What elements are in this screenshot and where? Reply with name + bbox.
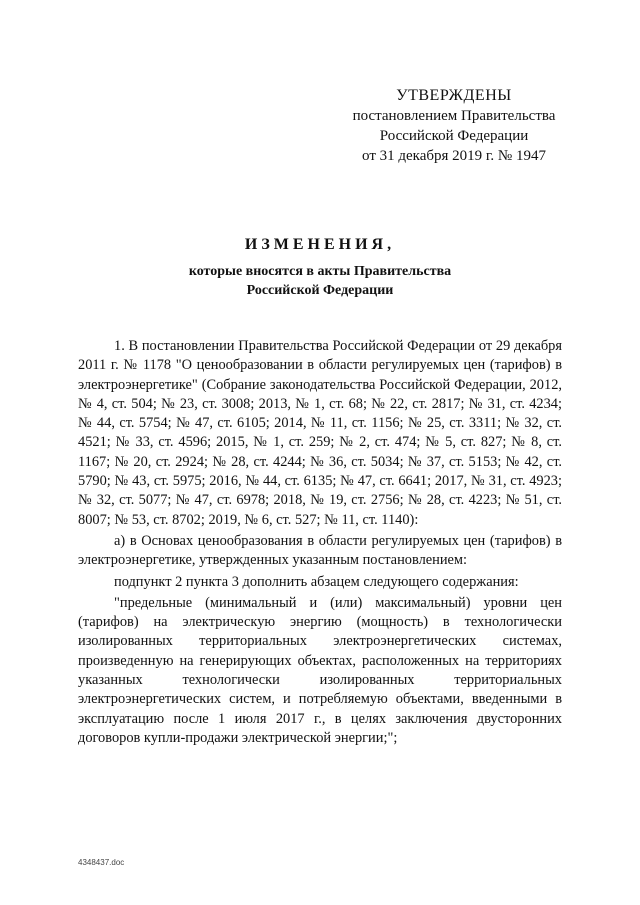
approval-line-2: Российской Федерации	[379, 128, 529, 144]
document-body	[78, 337, 562, 748]
document-title: ИЗМЕНЕНИЯ,	[244, 236, 396, 253]
approval-block	[330, 86, 578, 166]
paragraph: "предельные (минимальный и (или) максимальный) уровни цен (тарифов) на электрическую энергию (мощность) в технологически изолированных территориальных электроэнергетических системах, произведенную на генерирующих объектах, расположенных на территориях указанных технологически изолированных территориальных электроэнергетических систем, и потребляемую объектами, введенными в эксплуатацию после 1 июля 2017 г., в целях заключения двусторонних договоров купли-продажи электрической энергии;";	[78, 594, 562, 746]
document-subtitle	[0, 262, 640, 300]
document-file-id: 4348437.doc	[78, 858, 125, 867]
approval-line-1: постановлением Правительства	[352, 108, 556, 124]
subtitle-line-2: Российской Федерации	[246, 283, 394, 298]
paragraph: подпункт 2 пункта 3 дополнить абзацем следующего содержания:	[114, 573, 519, 590]
approval-stamp: УТВЕРЖДЕНЫ	[396, 87, 512, 104]
paragraph: а) в Основах ценообразования в области регулируемых цен (тарифов) в электроэнергетике, утвержденных указанным постановлением:	[78, 532, 562, 569]
approval-line-3: от 31 декабря 2019 г. № 1947	[362, 148, 546, 164]
subtitle-line-1: которые вносятся в акты Правительства	[188, 264, 452, 279]
paragraph: 1. В постановлении Правительства Российской Федерации от 29 декабря 2011 г. № 1178 "О ценообразовании в области регулируемых цен (тарифов) в электроэнергетике" (Собрание законодательства Российской Федерации, 2012, № 4, ст. 504; № 23, ст. 3008; 2013, № 1, ст. 68; № 22, ст. 2817; № 31, ст. 4234; № 44, ст. 5754; № 47, ст. 6105; 2014, № 11, ст. 1156; № 25, ст. 3311; № 32, ст. 4521; № 33, ст. 4596; 2015, № 1, ст. 259; № 2, ст. 474; № 5, ст. 827; № 8, ст. 1167; № 20, ст. 2924; № 28, ст. 4244; № 36, ст. 5034; № 37, ст. 5153; № 42, ст. 5790; № 43, ст. 5975; 2016, № 44, ст. 6135; № 47, ст. 6641; 2017, № 31, ст. 4923; № 32, ст. 5077; № 47, ст. 6978; 2018, № 19, ст. 2756; № 28, ст. 4223; № 51, ст. 8007; № 53, ст. 8702; 2019, № 6, ст. 527; № 11, ст. 1140):	[78, 338, 562, 528]
